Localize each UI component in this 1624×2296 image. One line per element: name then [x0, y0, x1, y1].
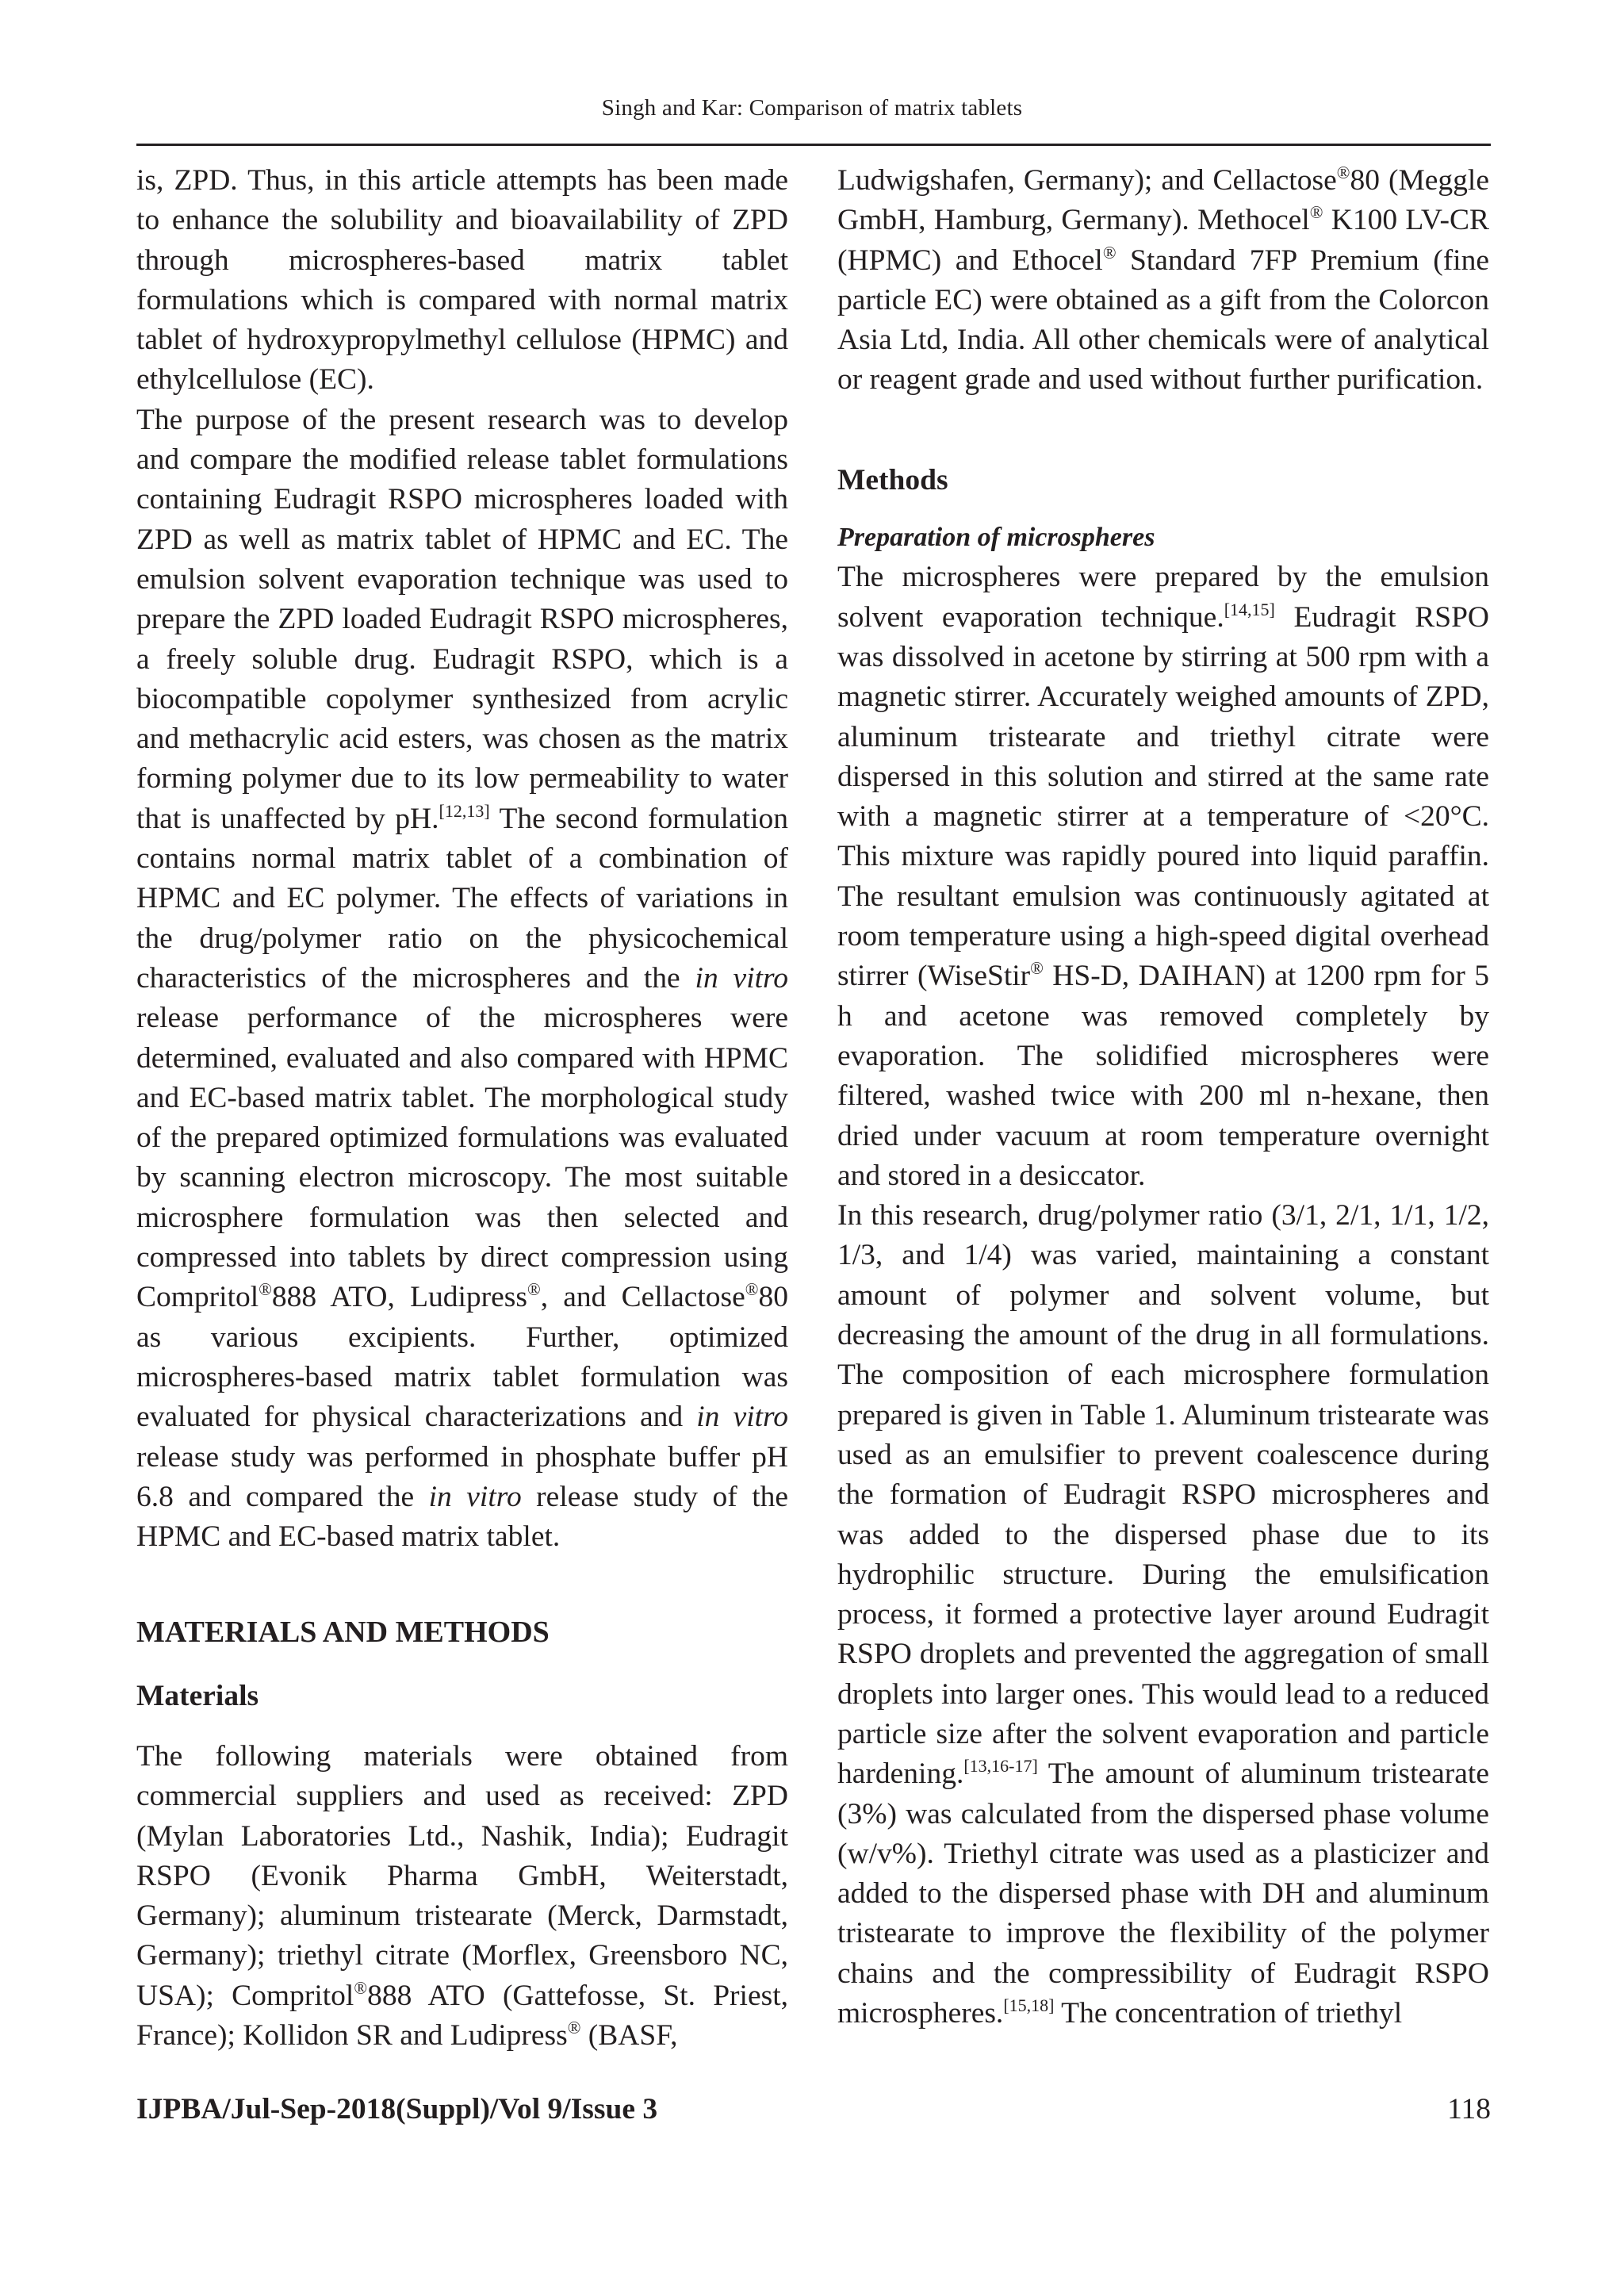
text-run: The amount of aluminum tristearate (3%) was calculated from the dispersed phase volume (w/v%). Triethyl citrate was used as a plasticizer and added to the dispersed phase with DH and aluminum tristearate to improve the flexibility of the polymer chains and the compressibility of Eudragit RSPO microspheres.: [837, 1757, 1489, 2030]
registered-mark: ®: [527, 1279, 541, 1300]
left-column: [136, 161, 788, 2056]
paragraph-drug-polymer-ratio: [837, 1196, 1489, 2033]
text-run: K100 LV-CR (HPMC) and Ethocel: [837, 204, 1489, 277]
citation: [15,18]: [1003, 1995, 1055, 2016]
text-run: 888 ATO, Ludipress: [271, 1281, 527, 1314]
text-run: Standard 7FP Premium (fine particle EC) were obtained as a gift from the Colorcon Asia Ltd, India. All other chemicals were of analytical or reagent grade and used without further purification.: [837, 243, 1489, 397]
paragraph-materials-continued: [837, 161, 1489, 401]
registered-mark: ®: [745, 1279, 759, 1300]
registered-mark: ®: [1336, 163, 1350, 182]
registered-mark: ®: [567, 2018, 581, 2038]
text-run: 888 ATO (Gattefosse, St. Priest, France); Kollidon SR and Ludipress: [136, 1979, 788, 2053]
section-heading-materials-and-methods: MATERIALS AND METHODS: [136, 1616, 550, 1650]
paragraph-intro-continued: is, ZPD. Thus, in this article attempts has been made to enhance the solubility and bioavailability of ZPD through microspheres-based matrix tablet formulations which is compared with normal matrix tablet of hydroxypropylmethyl cellulose (HPMC) and ethylcellulose (EC).: [136, 164, 788, 397]
text-run: , and Cellactose: [540, 1281, 745, 1314]
italic-term: in vitro: [696, 1401, 788, 1434]
text-run: release study of the HPMC and EC-based matrix tablet.: [136, 1480, 789, 1554]
right-column: [837, 161, 1489, 2033]
registered-mark: ®: [1102, 242, 1116, 263]
subsubheading-preparation-of-microspheres: Preparation of microspheres: [837, 523, 1155, 553]
header-rule: [136, 144, 1491, 146]
text-run: The second formulation contains normal matrix tablet of a combination of HPMC and EC polymer. The effects of variations in the drug/polymer ratio on the physicochemical characteristics of the microspheres and the: [136, 802, 788, 995]
text-run: (BASF,: [580, 2019, 678, 2053]
italic-term: in vitro: [695, 961, 788, 995]
footer-page-number: 118: [1447, 2093, 1491, 2125]
registered-mark: ®: [1030, 958, 1044, 979]
registered-mark: ®: [354, 1977, 368, 1998]
citation: [13,16-17]: [963, 1756, 1038, 1777]
text-run: The purpose of the present research was to develop and compare the modified release tablet formulations containing Eudragit RSPO microspheres loaded with ZPD as well as matrix tablet of HPMC and EC. The emulsion solvent evaporation technique was used to prepare the ZPD loaded Eudragit RSPO microspheres, a freely soluble drug. Eudragit RSPO, which is a biocompatible copolymer synthesized from acrylic and methacrylic acid esters, was chosen as the matrix forming polymer due to its low permeability to water that is unaffected by pH.: [136, 403, 788, 835]
text-run: 80 as various excipients. Further, optimized microspheres-based matrix tablet formulation was evaluated for physical characterizations and: [136, 1281, 788, 1434]
subheading-methods: Methods: [837, 463, 948, 496]
text-run: The concentration of triethyl: [1054, 1997, 1403, 2030]
italic-term: in vitro: [428, 1480, 522, 1513]
subheading-materials: Materials: [136, 1679, 259, 1712]
text-run: release study was performed in phosphate buffer pH 6.8 and compared the: [136, 1440, 788, 1513]
footer-journal: IJPBA/Jul-Sep-2018(Suppl)/Vol 9/Issue 3: [136, 2093, 658, 2125]
registered-mark: ®: [1309, 202, 1323, 223]
citation: [12,13]: [439, 800, 490, 821]
text-run: Eudragit RSPO was dissolved in acetone by stirring at 500 rpm with a magnetic stirrer. Accurately weighed amounts of ZPD, aluminum tristearate and triethyl citrate were dispersed in this solution and stirred at the same rate with a magnetic stirrer at a temperature of <20°C. This mixture was rapidly poured into liquid paraffin. The resultant emulsion was continuously agitated at room temperature using a high-speed digital overhead stirrer (WiseStir: [837, 600, 1490, 993]
text-run: release performance of the microspheres were determined, evaluated and also compared with HPMC and EC-based matrix tablet. The morphological study of the prepared optimized formulations was evaluated by scanning electron microscopy. The most suitable microsphere formulation was then selected and compressed into tablets by direct compression using Compritol: [136, 1002, 788, 1314]
paragraph-preparation: [837, 558, 1489, 1196]
text-run: 80 (Meggle GmbH, Hamburg, Germany). Methocel: [837, 164, 1489, 237]
registered-mark: ®: [259, 1279, 272, 1300]
text-run: The microspheres were prepared by the emulsion solvent evaporation technique.: [837, 561, 1489, 634]
paragraph-purpose: [136, 401, 788, 1558]
citation: [14,15]: [1224, 599, 1275, 619]
text-run: Ludwigshafen, Germany); and Cellactose: [837, 164, 1337, 197]
paragraph-materials: [136, 1737, 788, 2056]
running-head: Singh and Kar: Comparison of matrix tablets: [601, 95, 1023, 121]
text-run: In this research, drug/polymer ratio (3/1, 2/1, 1/1, 1/2, 1/3, and 1/4) was varied, maintaining a constant amount of polymer and solvent volume, but decreasing the amount of the drug in all formulations. The composition of each microsphere formulation prepared is given in Table 1. Aluminum tristearate was used as an emulsifier to prevent coalescence during the formation of Eudragit RSPO microspheres and was added to the dispersed phase due to its hydrophilic structure. During the emulsification process, it formed a protective layer around Eudragit RSPO droplets and prevented the aggregation of small droplets into larger ones. This would lead to a reduced particle size after the solvent evaporation and particle hardening.: [837, 1199, 1489, 1791]
text-run: HS-D, DAIHAN) at 1200 rpm for 5 h and acetone was removed completely by evaporation. The solidified microspheres were filtered, washed twice with 200 ml n-hexane, then dried under vacuum at room temperature overnight and stored in a desiccator.: [837, 960, 1489, 1192]
text-run: The following materials were obtained from commercial suppliers and used as received: ZPD (Mylan Laboratories Ltd., Nashik, India); Eudragit RSPO (Evonik Pharma GmbH, Weiterstadt, Germany); aluminum tristearate (Merck, Darmstadt, Germany); triethyl citrate (Morflex, Greensboro NC, USA); Compritol: [136, 1739, 788, 2012]
